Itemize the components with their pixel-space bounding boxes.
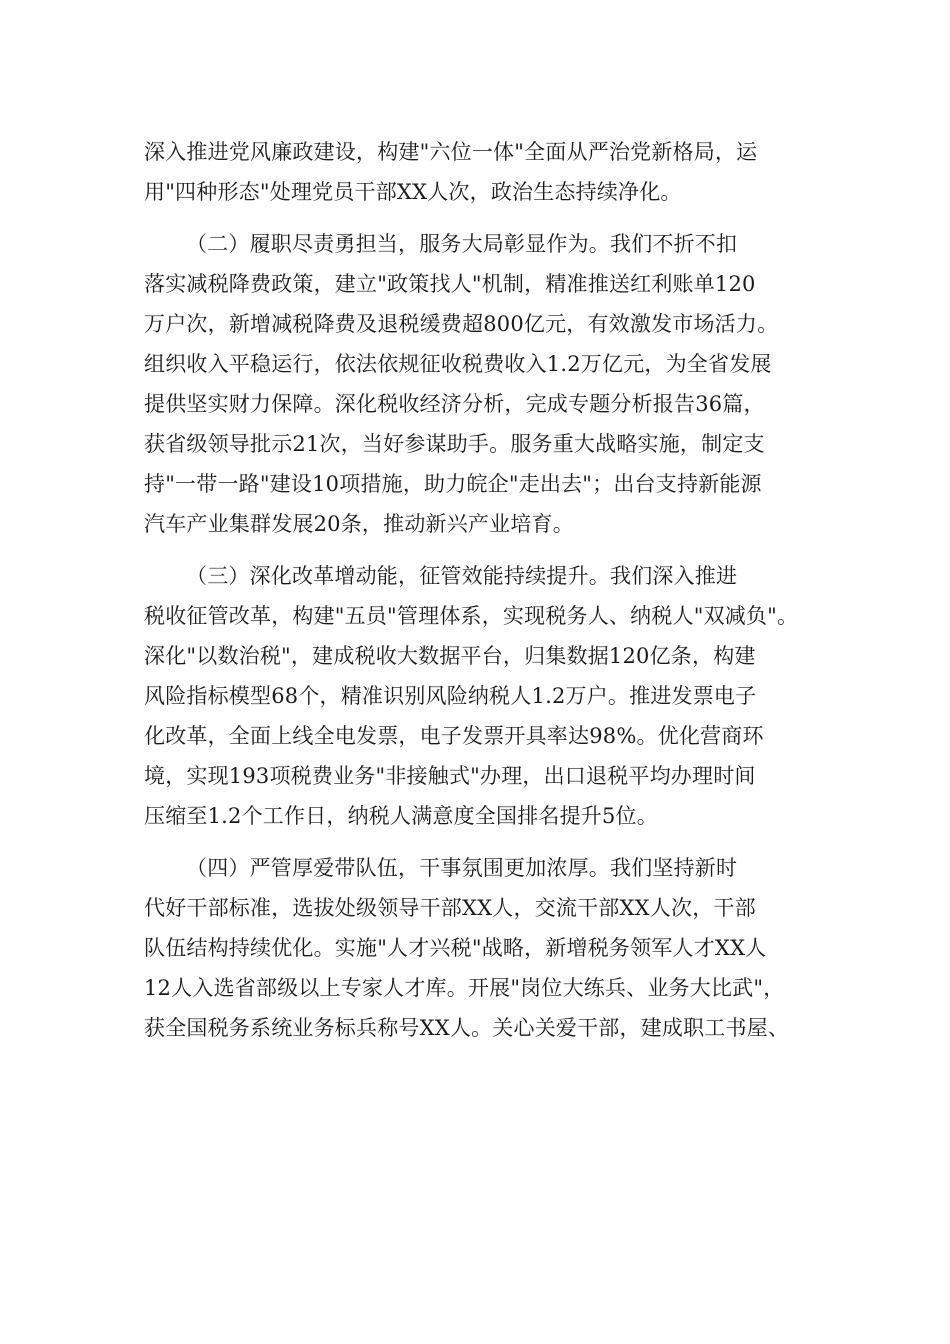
text-line: 汽车产业集群发展20条，推动新兴产业培育。 (144, 512, 574, 536)
text-line: 风险指标模型68个，精准识别风险纳税人1.2万户。推进发票电子 (144, 684, 757, 708)
text-line: 队伍结构持续优化。实施"人才兴税"战略，新增税务领军人才XX人 (144, 936, 767, 960)
text-line: 获省级领导批示21次，当好参谋助手。服务重大战略实施，制定支 (144, 432, 765, 456)
text-line: （四）严管厚爱带队伍，干事氛围更加浓厚。我们坚持新时 (186, 856, 738, 880)
text-line: 税收征管改革，构建"五员"管理体系，实现税务人、纳税人"双减负"。 (144, 604, 799, 628)
text-line: 获全国税务系统业务标兵称号XX人。关心关爱干部，建成职工书屋、 (144, 1016, 790, 1040)
text-line: 化改革，全面上线全电发票，电子发票开具率达98%。优化营商环 (144, 724, 764, 748)
paragraph-section-3 (144, 556, 824, 836)
text-line: 深化"以数治税"，建成税收大数据平台，归集数据120亿条，构建 (144, 644, 756, 668)
text-line: （三）深化改革增动能，征管效能持续提升。我们深入推进 (186, 564, 738, 588)
text-line: 12人入选省部级以上专家人才库。开展"岗位大练兵、业务大比武"， (144, 976, 785, 1000)
text-line: 持"一带一路"建设10项措施，助力皖企"走出去"；出台支持新能源 (144, 472, 762, 496)
text-line: 提供坚实财力保障。深化税收经济分析，完成专题分析报告36篇， (144, 392, 765, 416)
text-line: 压缩至1.2个工作日，纳税人满意度全国排名提升5位。 (144, 804, 658, 828)
text-line: （二）履职尽责勇担当，服务大局彰显作为。我们不折不扣 (186, 232, 738, 256)
text-line: 落实减税降费政策，建立"政策找人"机制，精准推送红利账单120 (144, 272, 756, 296)
paragraph-intro (144, 132, 824, 212)
text-line: 组织收入平稳运行，依法依规征收税费收入1.2万亿元，为全省发展 (144, 352, 772, 376)
text-line: 用"四种形态"处理党员干部XX人次，政治生态持续净化。 (144, 180, 682, 204)
document-body (144, 132, 824, 1060)
paragraph-section-2 (144, 224, 824, 544)
text-line: 万户次，新增减税降费及退税缓费超800亿元，有效激发市场活力。 (144, 312, 779, 336)
text-line: 境，实现193项税费业务"非接触式"办理，出口退税平均办理时间 (144, 764, 756, 788)
paragraph-section-4 (144, 848, 824, 1048)
text-line: 深入推进党风廉政建设，构建"六位一体"全面从严治党新格局，运 (144, 140, 758, 164)
text-line: 代好干部标准，选拔处级领导干部XX人，交流干部XX人次，干部 (144, 896, 756, 920)
